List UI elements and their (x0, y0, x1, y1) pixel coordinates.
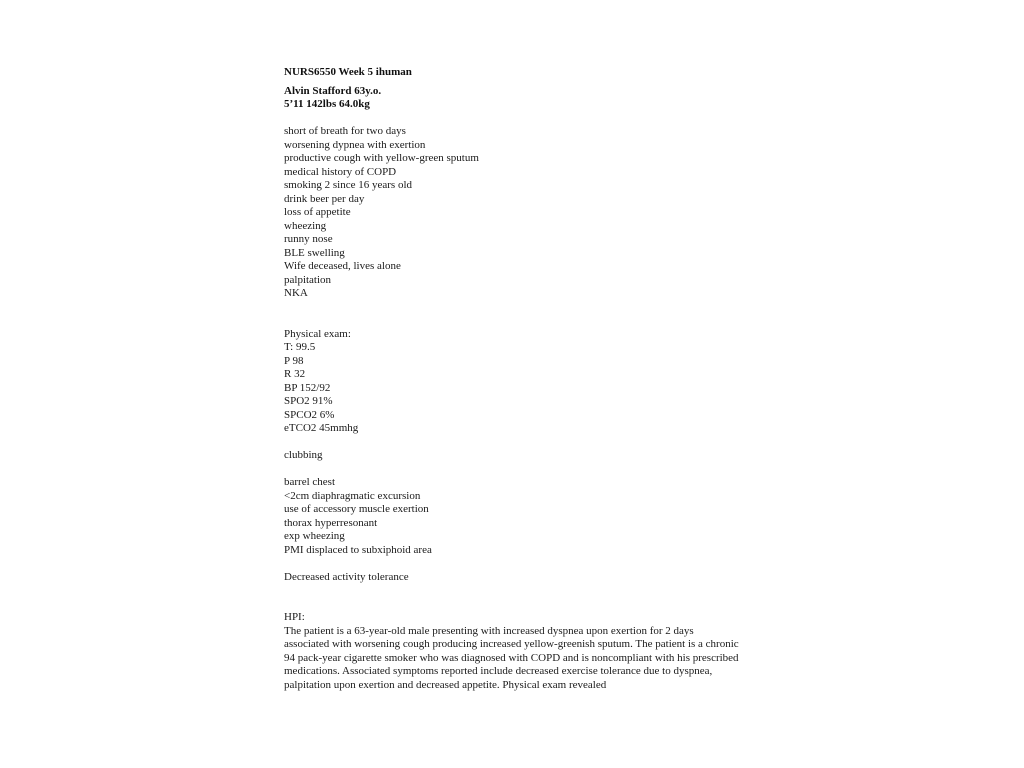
history-item: loss of appetite (284, 206, 351, 218)
history-item: productive cough with yellow-green sputum (284, 152, 479, 164)
chest-finding: PMI displaced to subxiphoid area (284, 543, 432, 556)
history-item: smoking 2 since 16 years old (284, 179, 413, 191)
vital-item: SPO2 91% (284, 395, 333, 407)
hpi-section (284, 611, 744, 692)
activity-finding: Decreased activity tolerance (284, 570, 409, 583)
history-item: palpitation (284, 273, 332, 286)
history-item: medical history of COPD (284, 165, 397, 178)
vital-item: P 98 (284, 354, 304, 367)
history-item: BLE swelling (284, 246, 345, 259)
patient-name-age: Alvin Stafford 63y.o. (284, 84, 382, 97)
vital-item: BP 152/92 (284, 381, 331, 394)
hpi-paragraph: The patient is a 63-year-old male presenting with increased dyspnea upon exertion for 2 days associated with worsening cough producing increased yellow-greenish sputum. The patient is a chronic 94 pack-year cigarette smoker who was diagnosed with COPD and is noncompliant with his prescribed medications. Associated symptoms reported include decreased exercise tolerance due to dyspnea, palpitation upon exertion and decreased appetite. Physical exam revealed (284, 624, 739, 691)
history-item: Wife deceased, lives alone (284, 260, 401, 272)
chest-findings-list (284, 476, 744, 557)
physical-exam-section (284, 328, 744, 436)
history-item: worsening dypnea with exertion (284, 138, 426, 151)
chest-finding: exp wheezing (284, 530, 345, 542)
chest-finding: <2cm diaphragmatic excursion (284, 489, 421, 502)
history-item: short of breath for two days (284, 125, 406, 137)
history-item: NKA (284, 287, 308, 299)
chest-finding: barrel chest (284, 476, 335, 488)
history-item: wheezing (284, 219, 327, 232)
history-item: drink beer per day (284, 192, 365, 205)
physical-exam-heading: Physical exam: (284, 327, 351, 340)
chest-finding: use of accessory muscle exertion (284, 503, 429, 515)
history-item: runny nose (284, 233, 333, 245)
clubbing-section (284, 449, 744, 463)
patient-header (284, 85, 744, 112)
clubbing-finding: clubbing (284, 449, 323, 461)
document-title: NURS6550 Week 5 ihuman (284, 66, 412, 78)
hpi-heading: HPI: (284, 611, 305, 623)
chest-finding: thorax hyperresonant (284, 516, 378, 529)
vital-item: R 32 (284, 368, 306, 380)
document-page (284, 66, 744, 692)
activity-section (284, 571, 744, 585)
vital-item: T: 99.5 (284, 341, 316, 353)
vital-item: eTCO2 45mmhg (284, 422, 359, 434)
patient-stats: 5’11 142lbs 64.0kg (284, 98, 370, 110)
vital-item: SPCO2 6% (284, 408, 335, 421)
history-list (284, 125, 744, 301)
